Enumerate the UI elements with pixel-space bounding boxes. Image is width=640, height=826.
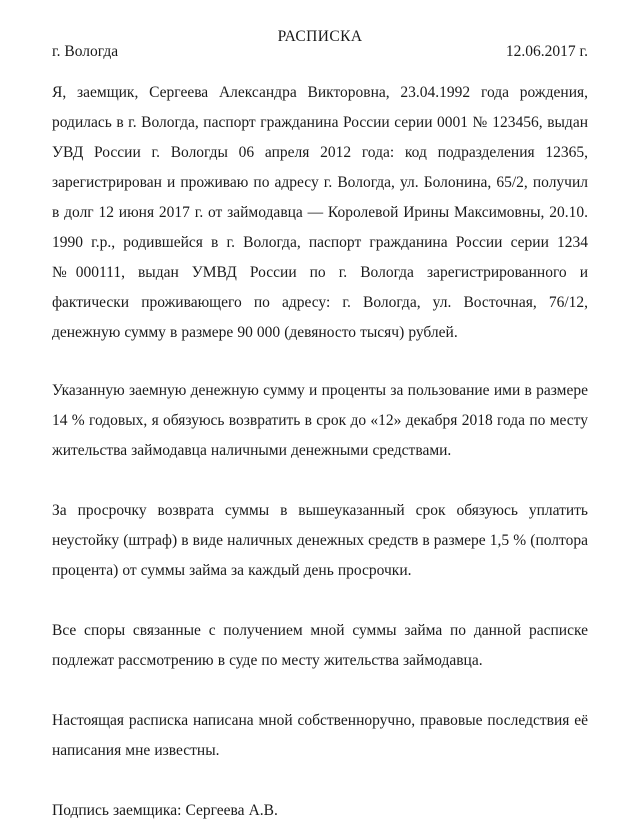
header-city: г. Вологда xyxy=(52,43,119,60)
document-body xyxy=(52,78,588,826)
body-paragraph-3: За просрочку возврата суммы в вышеуказанный срок обязуюсь уплатить неустойку (штраф) в виде наличных денежных средств в размере 1,5 % (полтора процента) от суммы займа за каждый день просрочки. xyxy=(52,502,588,579)
body-paragraph-4: Все споры связанные с получением мной суммы займа по данной расписке подлежат рассмотрению в суде по месту жительства займодавца. xyxy=(52,622,588,669)
body-paragraph-2: Указанную заемную денежную сумму и проценты за пользование ими в размере 14 % годовых, я обязуюсь возвратить в срок до «12» декабря 2018 года по месту жительства займодавца наличными денежными средствами. xyxy=(52,382,588,459)
body-paragraph-1: Я, заемщик, Сергеева Александра Викторовна, 23.04.1992 года рождения, родилась в г. Вологда, паспорт гражданина России серии 0001 № 123456, выдан УВД России г. Вологды 06 апреля 2012 года: код подразделения 12365, зарегистрирован и проживаю по адресу г. Вологда, ул. Болонина, 65/2, получил в долг 12 июня 2017 г. от займодавца — Королевой Ирины Максимовны, 20.10. 1990 г.р., родившейся в г. Вологда, паспорт гражданина России серии 1234 №000111, выдан УМВД России по г. Вологда зарегистрированного и фактически проживающего по адресу: г. Вологда, ул. Восточная, 76/12, денежную сумму в размере 90 000 (девяносто тысяч) рублей. xyxy=(52,84,588,341)
header-date: 12.06.2017 г. xyxy=(505,43,588,60)
page-title: РАСПИСКА xyxy=(277,28,363,45)
document-header xyxy=(52,41,588,63)
body-paragraph-5: Настоящая расписка написана мной собственноручно, правовые последствия её написания мне известны. xyxy=(52,712,588,759)
signature-line: Подпись заемщика: Сергеева А.В. xyxy=(52,802,278,819)
